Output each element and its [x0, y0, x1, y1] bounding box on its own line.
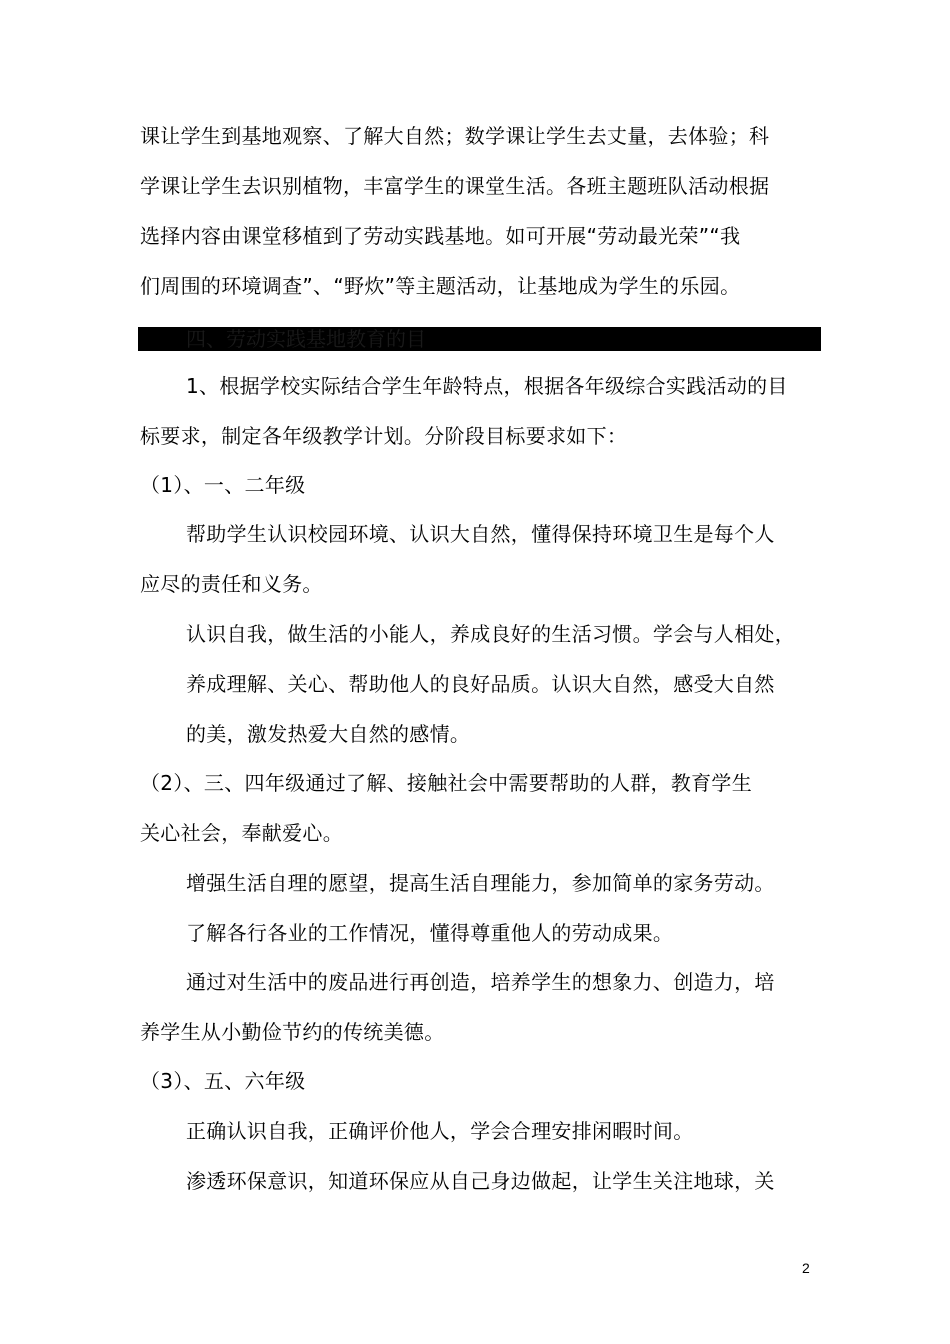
body-line: 增强生活自理的愿望，提高生活自理能力，参加简单的家务劳动。 — [186, 871, 775, 895]
body-line: 渗透环保意识，知道环保应从自己身边做起，让学生关注地球，关 — [186, 1169, 775, 1193]
section-heading-bar — [138, 327, 821, 351]
body-line: 学课让学生去识别植物，丰富学生的课堂生活。各班主题班队活动根据 — [140, 174, 770, 198]
body-line: 养学生从小勤俭节约的传统美德。 — [140, 1020, 445, 1044]
body-line: 课让学生到基地观察、了解大自然；数学课让学生去丈量，去体验；科 — [140, 124, 770, 148]
body-line: 认识自我，做生活的小能人，养成良好的生活习惯。学会与人相处， — [186, 622, 795, 646]
body-line: 帮助学生认识校园环境、认识大自然，懂得保持环境卫生是每个人 — [186, 522, 775, 546]
body-line: 正确认识自我，正确评价他人，学会合理安排闲暇时间。 — [186, 1119, 694, 1143]
subsection-heading: （2）、三、四年级通过了解、接触社会中需要帮助的人群，教育学生 — [140, 771, 753, 795]
body-line: 应尽的责任和义务。 — [140, 572, 323, 596]
section-heading: 四、劳动实践基地教育的目 — [186, 327, 426, 351]
body-line: 的美，激发热爱大自然的感情。 — [186, 722, 471, 746]
body-line: 选择内容由课堂移植到了劳动实践基地。如可开展“劳动最光荣”“我 — [140, 224, 741, 248]
page-number: 2 — [802, 1260, 810, 1276]
body-line: 养成理解、关心、帮助他人的良好品质。认识大自然，感受大自然 — [186, 672, 775, 696]
body-line: 们周围的环境调查”、“野炊”等主题活动，让基地成为学生的乐园。 — [140, 274, 741, 298]
body-line: 1、根据学校实际结合学生年龄特点，根据各年级综合实践活动的目 — [186, 374, 788, 398]
body-line: 了解各行各业的工作情况，懂得尊重他人的劳动成果。 — [186, 921, 674, 945]
subsection-heading: （1）、一、二年级 — [140, 473, 306, 497]
body-line: 关心社会，奉献爱心。 — [140, 821, 343, 845]
subsection-heading: （3）、五、六年级 — [140, 1069, 306, 1093]
body-line: 标要求，制定各年级教学计划。分阶段目标要求如下： — [140, 424, 628, 448]
body-line: 通过对生活中的废品进行再创造，培养学生的想象力、创造力，培 — [186, 970, 775, 994]
